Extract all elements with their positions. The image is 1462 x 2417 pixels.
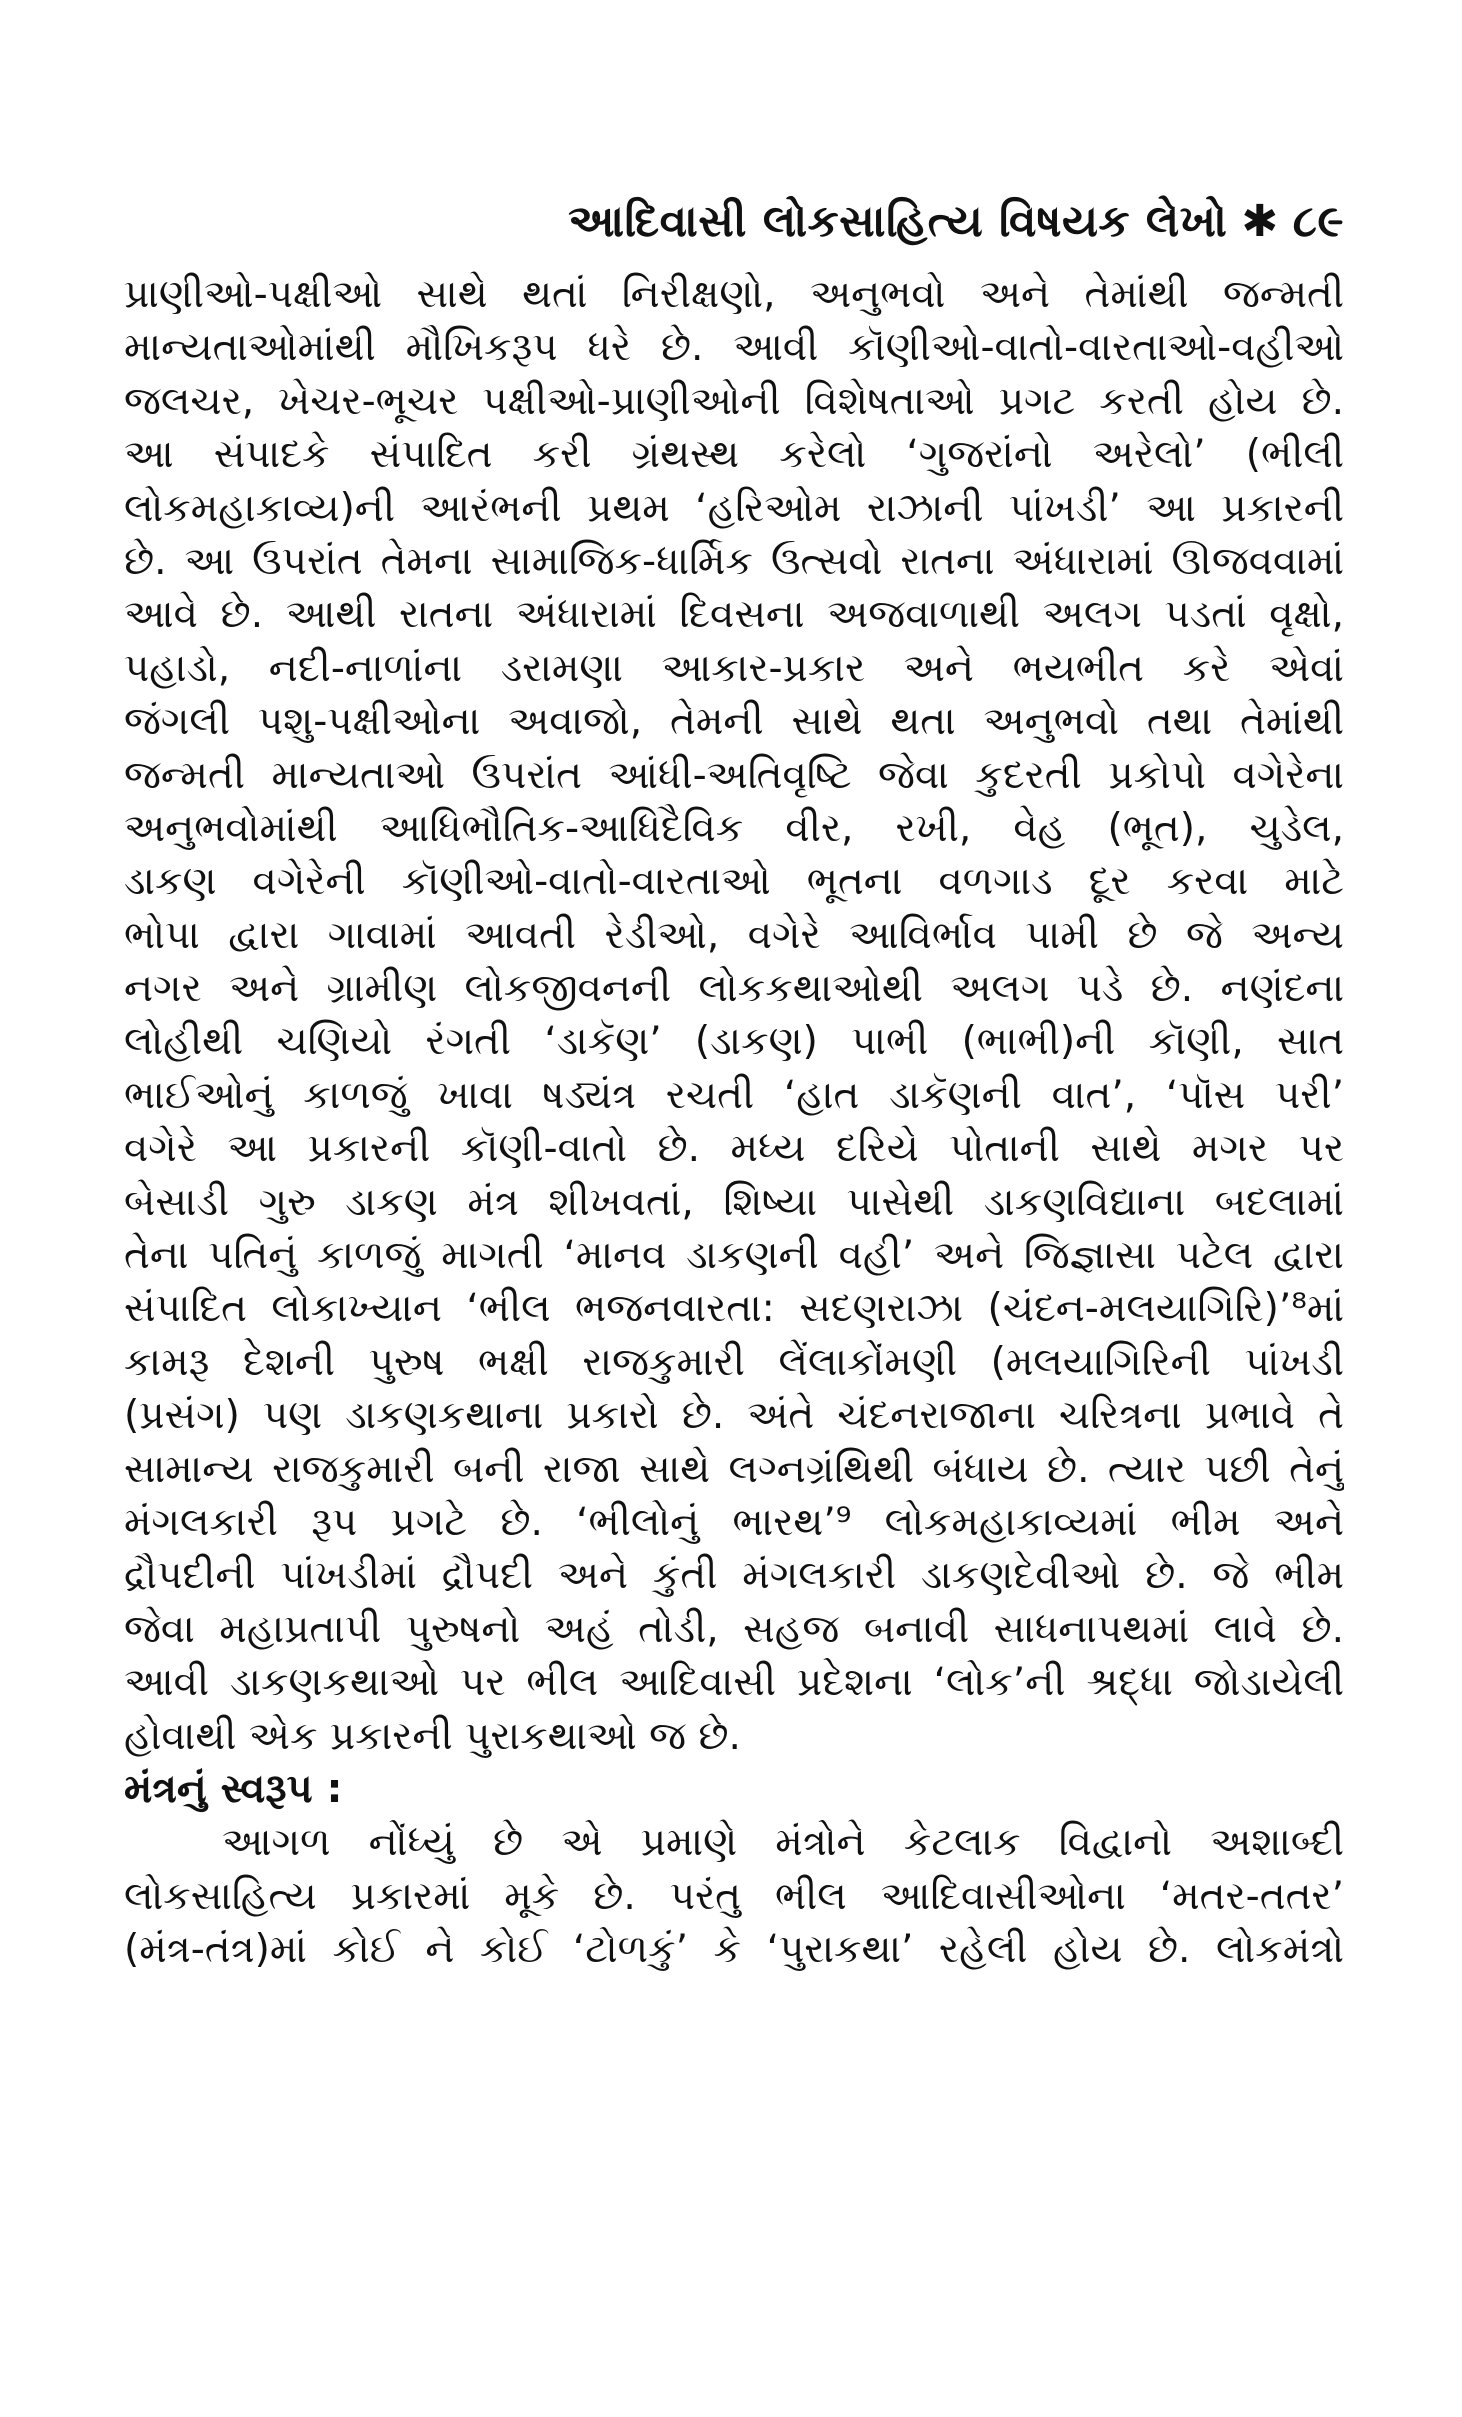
text-line: પ્રાણીઓ-પક્ષીઓ સાથે થતાં નિરીક્ષણો, અનુભવો અને તેમાંથી જન્મતી [124,272,1344,317]
section-heading: મંત્રનું સ્વરૂપ : [124,1765,343,1812]
text-line: આ સંપાદકે સંપાદિત કરી ગ્રંથસ્થ કરેલો ‘ગુજરાંનો અરેલો’ (ભીલી [124,432,1344,478]
text-line: દ્રૌપદીની પાંખડીમાં દ્રૌપદી અને કુંતી મંગલકારી ડાકણદેવીઓ છે. જે ભીમ [124,1553,1344,1599]
text-line: જંગલી પશુ-પક્ષીઓના અવાજો, તેમની સાથે થતા અનુભવો તથા તેમાંથી [124,699,1344,745]
text-line: લોકમહાકાવ્ય)ની આરંભની પ્રથમ ‘હરિઓમ રાઝાની પાંખડી’ આ પ્રકારની [124,485,1344,531]
text-line: સામાન્ય રાજકુમારી બની રાજા સાથે લગ્નગ્રંથિથી બંધાય છે. ત્યાર પછી તેનું [124,1446,1344,1492]
text-line: લોકસાહિત્ય પ્રકારમાં મૂકે છે. પરંતુ ભીલ આદિવાસીઓના ‘મતર-તતર’ [124,1873,1344,1919]
running-header-title: આદિવાસી લોકસાહિત્ય વિષયક લેખો [568,196,1228,247]
text-line: આવી ડાકણકથાઓ પર ભીલ આદિવાસી પ્રદેશના ‘લોક’ની શ્રદ્ધા જોડાયેલી [124,1660,1344,1706]
text-line: લોહીથી ચણિયો રંગતી ‘ડાકૅણ’ (ડાકણ) પાભી (ભાભી)ની કૉણી, સાત [124,1019,1344,1065]
text-line: વગેરે આ પ્રકારની કૉણી-વાતો છે. મધ્ય દરિયે પોતાની સાથે મગર પર [124,1126,1344,1172]
text-line: પહાડો, નદી-નાળાંના ડરામણા આકાર-પ્રકાર અને ભયભીત કરે એવાં [124,645,1344,691]
page-number: ૮૯ [1292,196,1344,247]
text-line: ડાકણ વગેરેની કૉણીઓ-વાતો-વારતાઓ ભૂતના વળગાડ દૂર કરવા માટે [124,859,1344,905]
text-line: આવે છે. આથી રાતના અંધારામાં દિવસના અજવાળાથી અલગ પડતાં વૃક્ષો, [124,592,1344,638]
text-line: સંપાદિત લોકાખ્યાન ‘ભીલ ભજનવારતા: સદણરાઝા (ચંદન-મલયાગિરિ)’⁸માં [124,1286,1344,1332]
text-line: જલચર, ખેચર-ભૂચર પક્ષીઓ-પ્રાણીઓની વિશેષતાઓ પ્રગટ કરતી હોય છે. [124,378,1344,424]
text-line: છે. આ ઉપરાંત તેમના સામાજિક-ધાર્મિક ઉત્સવો રાતના અંધારામાં ઊજવવામાં [124,538,1344,584]
paragraph-1 [124,268,1344,1763]
text-line: જન્મતી માન્યતાઓ ઉપરાંત આંધી-અતિવૃષ્ટિ જેવા કુદરતી પ્રકોપો વગેરેના [124,752,1344,798]
text-line: તેના પતિનું કાળજું માગતી ‘માનવ ડાકણની વહી’ અને જિજ્ઞાસા પટેલ દ્વારા [124,1233,1344,1279]
page-body [124,268,1344,1977]
text-line: હોવાથી એક પ્રકારની પુરાકથાઓ જ છે. [124,1713,741,1759]
text-line: ભોપા દ્વારા ગાવામાં આવતી રેડીઓ, વગેરે આવિર્ભાવ પામી છે જે અન્ય [124,912,1344,958]
asterisk-separator-icon: ✱ [1241,196,1279,247]
text-line: મંગલકારી રૂપ પ્રગટે છે. ‘ભીલોનું ભારથ’⁹ લોકમહાકાવ્યમાં ભીમ અને [124,1499,1344,1545]
text-line: બેસાડી ગુરુ ડાકણ મંત્ર શીખવતાં, શિષ્યા પાસેથી ડાકણવિદ્યાના બદલામાં [124,1179,1344,1225]
text-line: (મંત્ર-તંત્ર)માં કોઈ ને કોઈ ‘ટોળકું’ કે ‘પુરાકથા’ રહેલી હોય છે. લોકમંત્રો [124,1927,1344,1973]
text-line: નગર અને ગ્રામીણ લોકજીવનની લોકકથાઓથી અલગ પડે છે. નણંદના [124,966,1344,1012]
text-line: માન્યતાઓમાંથી મૌખિકરૂપ ધરે છે. આવી કૉણીઓ-વાતો-વારતાઓ-વહીઓ [124,325,1344,371]
text-line: અનુભવોમાંથી આધિભૌતિક-આધિદૈવિક વીર, રખી, વેહ (ભૂત), ચુડેલ, [124,805,1344,851]
text-line: (પ્રસંગ) પણ ડાકણકથાના પ્રકારો છે. અંતે ચંદનરાજાના ચરિત્રના પ્રભાવે તે [124,1393,1344,1439]
text-line: ભાઈઓનું કાળજું ખાવા ષડ્યંત્ર રચતી ‘હાત ડાકૅણની વાત’, ‘પૉસ પરી’ [124,1072,1344,1118]
text-line: જેવા મહાપ્રતાપી પુરુષનો અહં તોડી, સહજ બનાવી સાધનાપથમાં લાવે છે. [124,1606,1344,1652]
paragraph-2 [124,1816,1344,1976]
text-line: આગળ નોંધ્યું છે એ પ્રમાણે મંત્રોને કેટલાક વિદ્વાનો અશાબ્દી [222,1820,1344,1866]
text-line: કામરૂ દેશની પુરુષ ભક્ષી રાજકુમારી લેંલાકોંમણી (મલયાગિરિની પાંખડી [124,1339,1344,1385]
running-header [568,196,1344,247]
